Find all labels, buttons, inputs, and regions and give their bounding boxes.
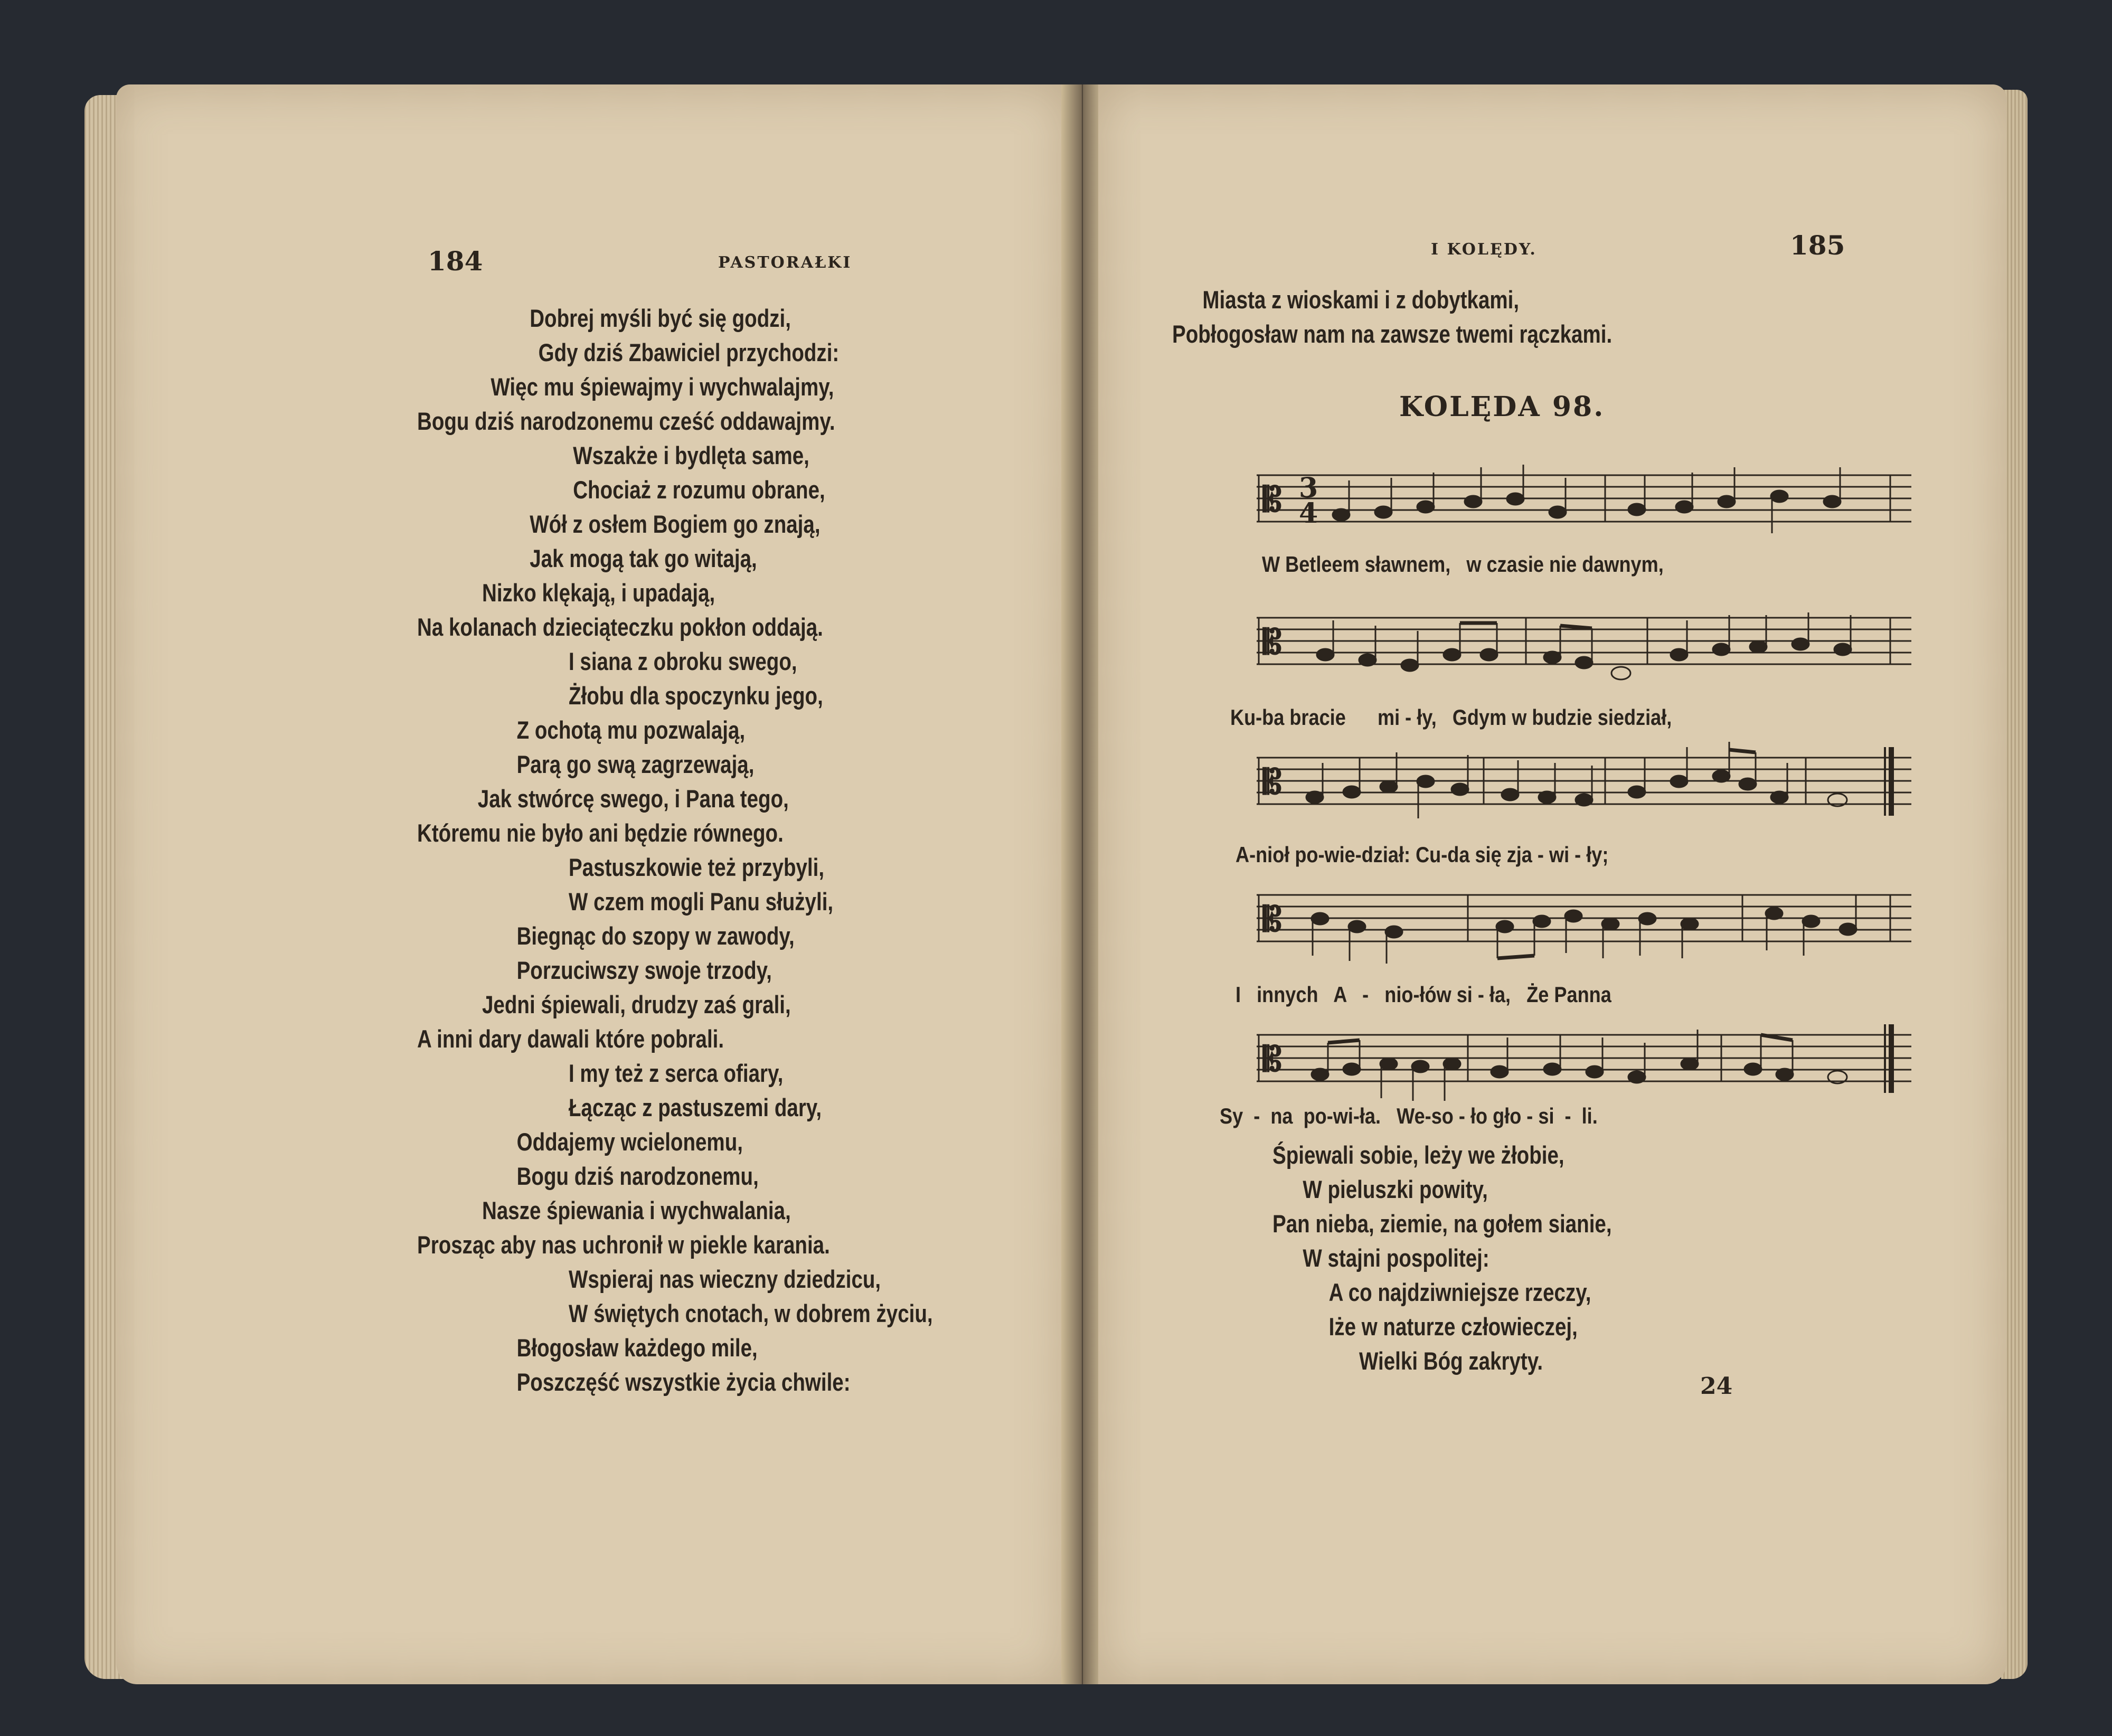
poem-line: Na kolanach dzieciąteczku pokłon oddają.	[417, 613, 823, 641]
poem-line: Błogosław każdego mile,	[516, 1334, 758, 1362]
poem-line: Łącząc z pastuszemi dary,	[569, 1093, 822, 1121]
poem-line: Poszczęść wszystkie życia chwile:	[516, 1368, 851, 1396]
music-staff-1	[1257, 449, 1911, 544]
poem-line: Prosząc aby nas uchronił w piekle karania.	[417, 1231, 830, 1259]
poem-line: Nasze śpiewania i wychwalania,	[482, 1196, 791, 1224]
poem-line: Jak stwórcę swego, i Pana tego,	[477, 785, 789, 813]
lyric-line-2: Ku-ba bracie mi - ły, Gdym w budzie siedział,	[1230, 705, 1672, 730]
poem-line: Parą go swą zagrzewają,	[516, 750, 755, 778]
poem-line: Z ochotą mu pozwalają,	[516, 716, 746, 744]
book-gutter	[1061, 84, 1104, 1684]
poem-line: W czem mogli Panu służyli,	[569, 888, 834, 916]
poem-line: Biegnąc do szopy w zawody,	[516, 922, 795, 950]
svg-text:𝄡: 𝄡	[1263, 762, 1282, 802]
running-head-left: PASTORAŁKI	[718, 253, 852, 272]
poem-line: Pobłogosław nam na zawsze twemi rączkami.	[1172, 320, 1613, 348]
music-staff-2	[1257, 597, 1911, 697]
poem-line: Śpiewali sobie, leży we żłobie,	[1272, 1141, 1564, 1169]
poem-right-bottom	[1272, 1138, 1612, 1378]
poem-line: A co najdziwniejsze rzeczy,	[1328, 1278, 1591, 1306]
lyric-line-4: I innych A - nio-łów si - ła, Że Panna	[1236, 982, 1611, 1007]
poem-line: Chociaż z rozumu obrane,	[573, 476, 825, 504]
poem-line: Wszakże i bydlęta same,	[573, 441, 809, 469]
poem-line: Wielki Bóg zakryty.	[1359, 1347, 1543, 1375]
poem-line: Gdy dziś Zbawiciel przychodzi:	[538, 338, 840, 366]
poem-line: Miasta z wioskami i z dobytkami,	[1202, 286, 1520, 314]
poem-line: Więc mu śpiewajmy i wychwalajmy,	[491, 373, 834, 401]
poem-line: W świętych cnotach, w dobrem życiu,	[569, 1299, 933, 1327]
poem-left	[417, 301, 933, 1399]
poem-line: Jak mogą tak go witają,	[530, 544, 757, 572]
music-staff-4	[1257, 866, 1911, 971]
poem-line: A inni dary dawali które pobrali.	[417, 1025, 724, 1053]
music-staff-5	[1257, 1003, 1911, 1109]
poem-line: Iże w naturze człowieczej,	[1328, 1313, 1578, 1341]
open-book	[84, 74, 2038, 1705]
time-signature-bottom: 4	[1299, 497, 1318, 530]
poem-line: Żłobu dla spoczynku jego,	[569, 682, 823, 710]
left-page	[116, 84, 1067, 1684]
poem-line: Wspieraj nas wieczny dziedzicu,	[569, 1265, 881, 1293]
poem-right-top	[1172, 282, 1612, 351]
poem-line: I siana z obroku swego,	[569, 647, 797, 675]
svg-text:𝄡: 𝄡	[1263, 622, 1282, 662]
signature-mark: 24	[1700, 1373, 1733, 1400]
page-number-left: 184	[428, 246, 483, 277]
poem-line: Pan nieba, ziemie, na gołem sianie,	[1272, 1210, 1612, 1238]
poem-line: Pastuszkowie też przybyli,	[569, 853, 825, 881]
poem-line: I my też z serca ofiary,	[569, 1059, 784, 1087]
poem-line: Porzuciwszy swoje trzody,	[516, 956, 772, 984]
svg-text:𝄡: 𝄡	[1263, 1040, 1282, 1079]
running-head-right: I KOLĘDY.	[1431, 240, 1537, 259]
poem-line: Nizko klękają, i upadają,	[482, 579, 715, 607]
lyric-line-1: W Betleem sławnem, w czasie nie dawnym,	[1262, 552, 1664, 577]
poem-line: Bogu dziś narodzonemu,	[516, 1162, 759, 1190]
poem-line: Jedni śpiewali, drudzy zaś grali,	[482, 990, 791, 1018]
carol-title: KOLĘDA 98.	[1399, 391, 1605, 423]
time-signature-top: 3	[1299, 472, 1318, 504]
poem-line: Bogu dziś narodzonemu cześć oddawajmy.	[417, 407, 835, 435]
poem-line: Oddajemy wcielonemu,	[516, 1128, 743, 1156]
lyric-line-3: A-nioł po-wie-dział: Cu-da się zja - wi - ły;	[1236, 842, 1609, 867]
poem-line: Któremu nie było ani będzie równego.	[417, 819, 784, 847]
page-number-right: 185	[1790, 230, 1845, 261]
svg-text:𝄡: 𝄡	[1263, 480, 1282, 520]
poem-line: Dobrej myśli być się godzi,	[530, 304, 791, 332]
poem-line: Wół z osłem Bogiem go znają,	[530, 510, 821, 538]
music-staff-3	[1257, 726, 1911, 832]
poem-line: W stajni pospolitej:	[1303, 1244, 1489, 1272]
poem-line: W pieluszki powity,	[1303, 1175, 1488, 1203]
svg-text:𝄡: 𝄡	[1263, 900, 1282, 939]
lyric-line-5: Sy - na po-wi-ła. We-so - ło gło - si - li.	[1220, 1103, 1598, 1128]
